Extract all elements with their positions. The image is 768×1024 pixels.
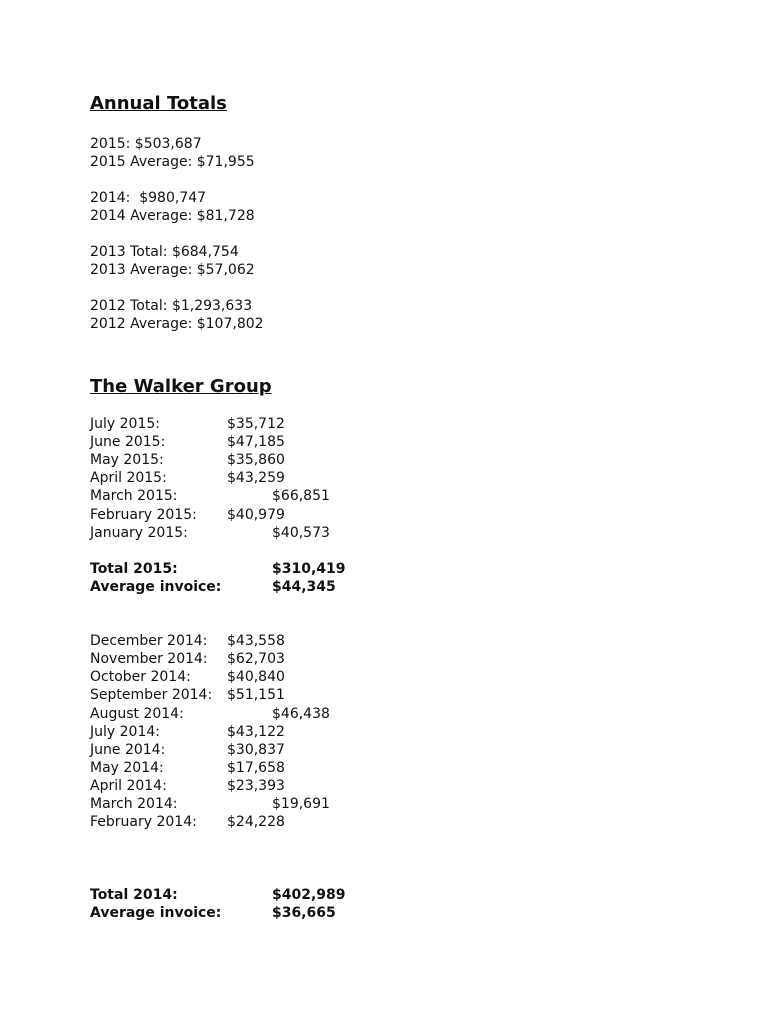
- annual-line-2015-average: 2015 Average: $71,955: [90, 154, 255, 170]
- month-label: November 2014:: [90, 651, 208, 667]
- month-value: $47,185: [227, 434, 285, 450]
- month-label: March 2014:: [90, 796, 178, 812]
- month-value: $30,837: [227, 742, 285, 758]
- month-value: $40,979: [227, 507, 285, 523]
- average-invoice-2014-label: Average invoice:: [90, 905, 222, 921]
- month-value: $19,691: [272, 796, 330, 812]
- month-label: May 2014:: [90, 760, 164, 776]
- month-value: $35,860: [227, 452, 285, 468]
- month-value: $43,558: [227, 633, 285, 649]
- month-label: April 2015:: [90, 470, 167, 486]
- month-label: September 2014:: [90, 687, 213, 703]
- annual-line-2012-average: 2012 Average: $107,802: [90, 316, 264, 332]
- total-2015-label: Total 2015:: [90, 561, 178, 577]
- annual-line-2012-total: 2012 Total: $1,293,633: [90, 298, 253, 314]
- annual-line-2013-total: 2013 Total: $684,754: [90, 244, 239, 260]
- month-label: May 2015:: [90, 452, 164, 468]
- month-label: July 2014:: [90, 724, 160, 740]
- month-value: $46,438: [272, 706, 330, 722]
- month-value: $43,122: [227, 724, 285, 740]
- month-label: March 2015:: [90, 488, 178, 504]
- average-invoice-2015-value: $44,345: [272, 579, 336, 595]
- month-value: $62,703: [227, 651, 285, 667]
- month-value: $66,851: [272, 488, 330, 504]
- month-label: February 2014:: [90, 814, 197, 830]
- month-label: July 2015:: [90, 416, 160, 432]
- average-invoice-2014-value: $36,665: [272, 905, 336, 921]
- total-2014-label: Total 2014:: [90, 887, 178, 903]
- annual-line-2015: 2015: $503,687: [90, 136, 202, 152]
- month-label: June 2014:: [90, 742, 166, 758]
- month-value: $40,840: [227, 669, 285, 685]
- month-label: August 2014:: [90, 706, 184, 722]
- average-invoice-2015-label: Average invoice:: [90, 579, 222, 595]
- month-label: February 2015:: [90, 507, 197, 523]
- annual-totals-heading: Annual Totals: [90, 93, 227, 114]
- month-value: $23,393: [227, 778, 285, 794]
- month-label: October 2014:: [90, 669, 191, 685]
- annual-line-2013-average: 2013 Average: $57,062: [90, 262, 255, 278]
- month-label: December 2014:: [90, 633, 208, 649]
- annual-line-2014-average: 2014 Average: $81,728: [90, 208, 255, 224]
- month-value: $35,712: [227, 416, 285, 432]
- month-value: $43,259: [227, 470, 285, 486]
- month-value: $17,658: [227, 760, 285, 776]
- month-label: April 2014:: [90, 778, 167, 794]
- total-2015-value: $310,419: [272, 561, 346, 577]
- month-value: $51,151: [227, 687, 285, 703]
- month-label: January 2015:: [90, 525, 188, 541]
- month-label: June 2015:: [90, 434, 166, 450]
- annual-line-2014: 2014: $980,747: [90, 190, 207, 206]
- month-value: $40,573: [272, 525, 330, 541]
- total-2014-value: $402,989: [272, 887, 346, 903]
- month-value: $24,228: [227, 814, 285, 830]
- walker-group-heading: The Walker Group: [90, 376, 272, 397]
